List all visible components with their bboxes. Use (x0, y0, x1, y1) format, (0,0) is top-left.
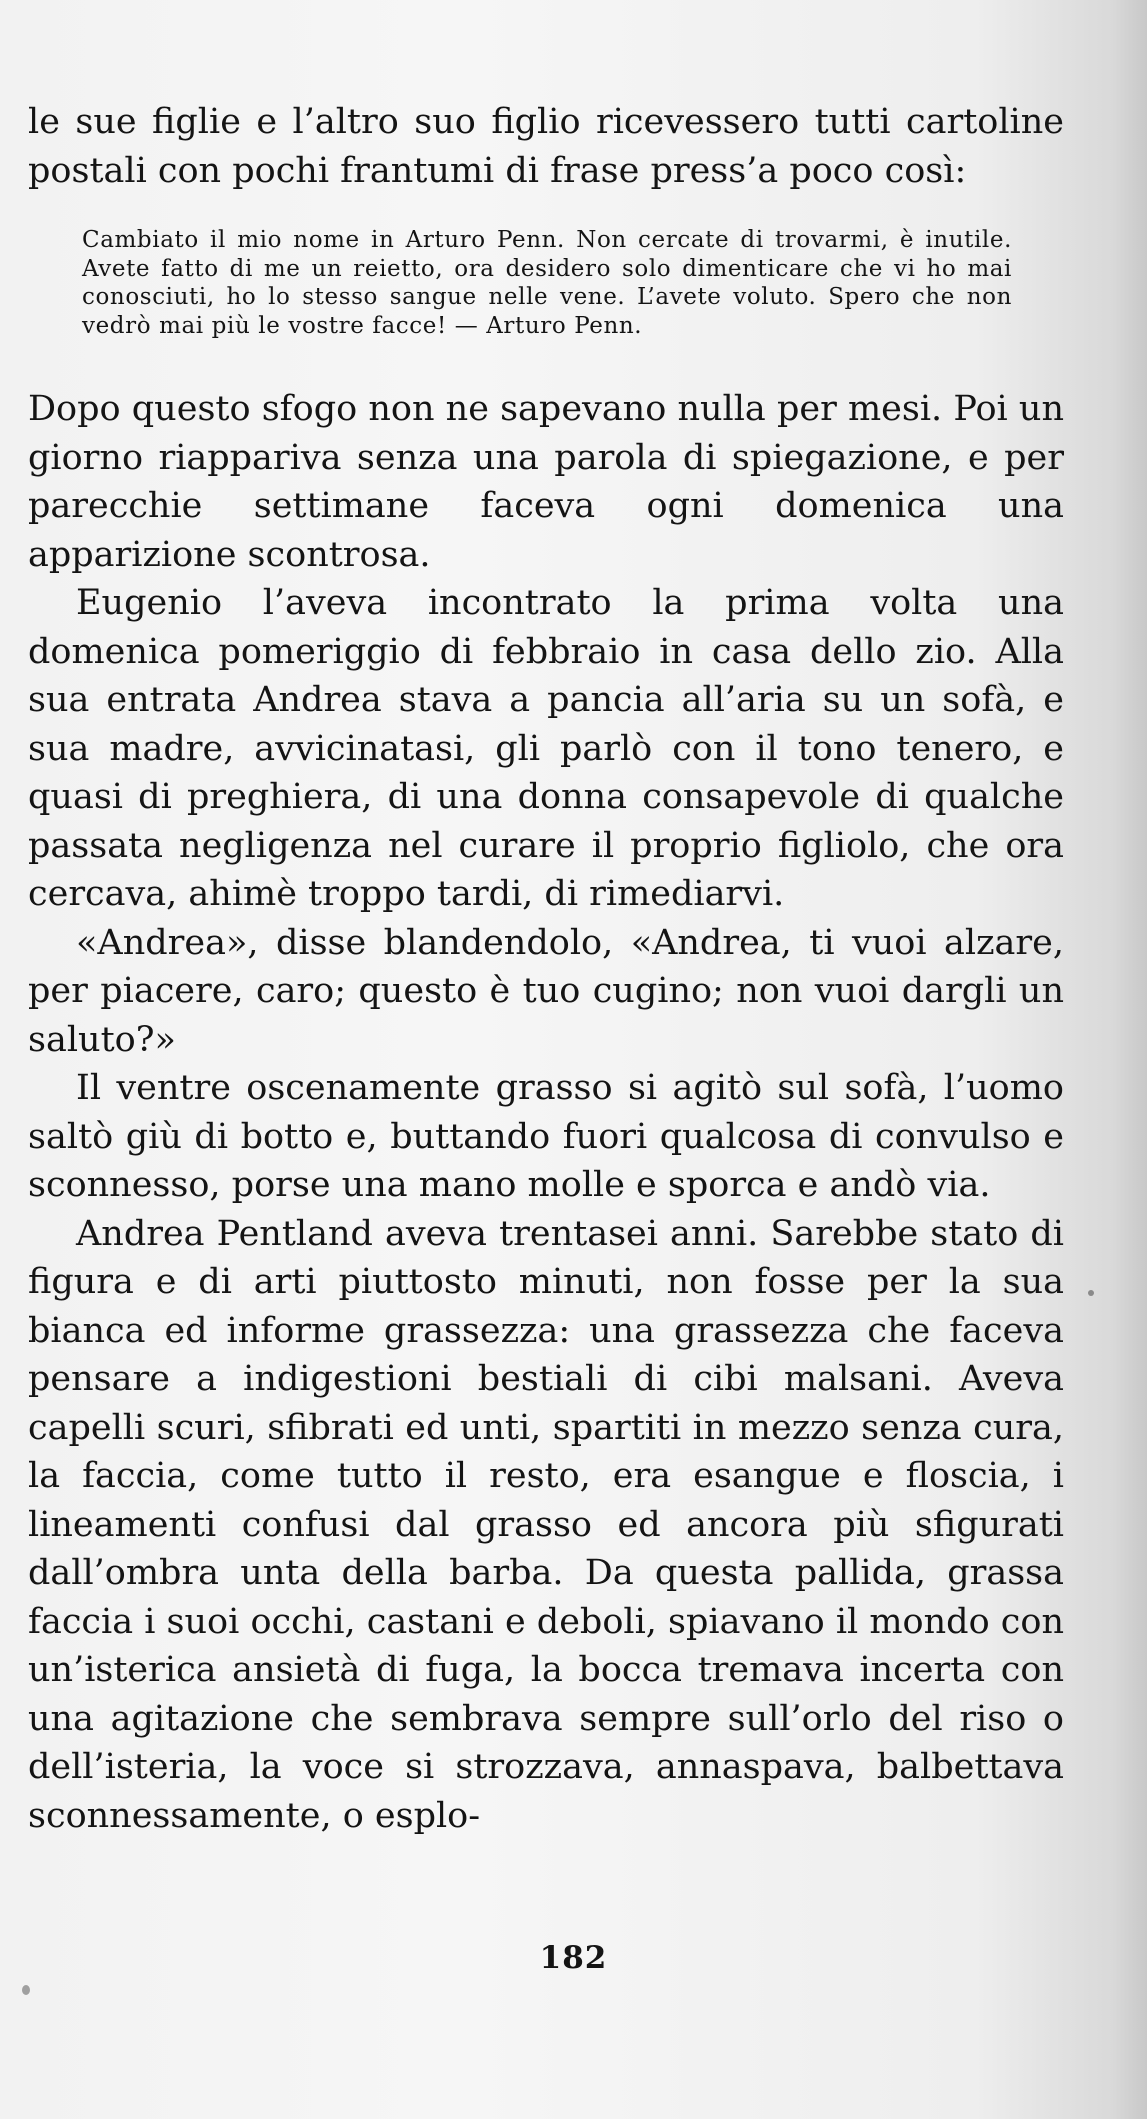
paragraph-first-meeting: Eugenio l’aveva incontrato la prima volta una domenica pomeriggio di febbraio in casa dello zio. Alla sua entrata Andrea stava a pancia all’aria su un sofà, e sua madre, avvicinatasi, gli parlò con il tono tenero, e quasi di preghiera, di una donna consapevole di qualche passata negligenza nel curare il proprio figliolo, che ora cercava, ahimè troppo tardi, di rimediarvi. (28, 583, 1064, 914)
paragraph-andrea-leaves: Il ventre oscenamente grasso si agitò sul sofà, l’uomo saltò giù di botto e, buttando fuori qualcosa di convulso e sconnesso, porse una mano molle e sporca e andò via. (28, 1068, 1064, 1205)
continuation-paragraph-block (28, 98, 1064, 195)
quoted-postcard-text: Cambiato il mio nome in Arturo Penn. Non cercate di trovarmi, è inutile. Avete fatto di me un reietto, ora desidero solo dimenticare che vi ho mai conosciuti, ho lo stesso sangue nelle vene. L’avete voluto. Spero che non vedrò mai più le vostre facce! — Arturo Penn. (82, 227, 1012, 339)
page-number: 182 (539, 1940, 608, 1976)
paragraph-silence: Dopo questo sfogo non ne sapevano nulla per mesi. Poi un giorno riappariva senza una parola di spiegazione, e per parecchie settimane faceva ogni domenica una apparizione scontrosa. (28, 389, 1064, 575)
print-speck-decoration (22, 1985, 30, 1995)
main-text-block (28, 385, 1064, 1840)
paragraph-mother-dialogue: «Andrea», disse blandendolo, «Andrea, ti vuoi alzare, per piacere, caro; questo è tuo cugino; non vuoi dargli un saluto?» (28, 922, 1064, 1060)
paragraph-andrea-description: Andrea Pentland aveva trentasei anni. Sarebbe stato di figura e di arti piuttosto minuti, non fosse per la sua bianca ed informe grassezza: una grassezza che faceva pensare a indigestioni bestiali di cibi malsani. Aveva capelli scuri, sfibrati ed unti, spartiti in mezzo senza cura, la faccia, come tutto il resto, era esangue e floscia, i lineamenti confusi dal grasso ed ancora più sfigurati dall’ombra unta della barba. Da questa pallida, grassa faccia i suoi occhi, castani e deboli, spiavano il mondo con un’isterica ansietà di fuga, la bocca tremava incerta con una agitazione che sembrava sempre sull’orlo del riso o dell’isteria, la voce si strozzava, annaspava, balbettava sconnessamente, o esplo- (28, 1213, 1064, 1836)
continuation-paragraph: le sue figlie e l’altro suo figlio ricevessero tutti cartoline postali con pochi frantumi di frase press’a poco così: (28, 102, 1064, 191)
print-speck-decoration (1088, 1290, 1094, 1296)
